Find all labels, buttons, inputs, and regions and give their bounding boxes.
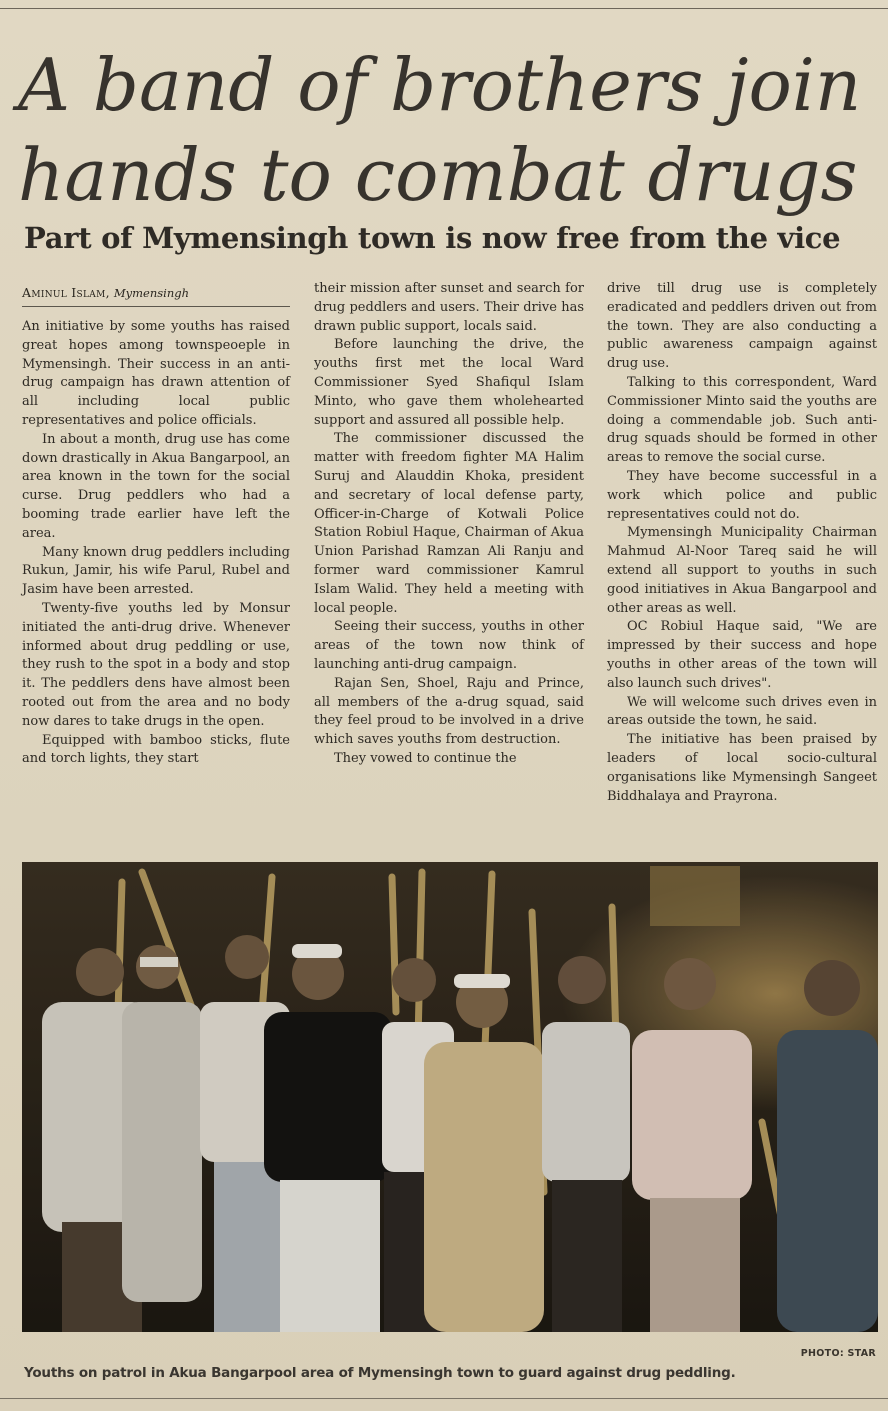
article-paragraph: Seeing their success, youths in other areas of the town now think of launching anti-drug campaign. bbox=[314, 619, 584, 672]
photo-illustration bbox=[22, 862, 878, 1332]
article-paragraph: We will welcome such drives even in areas outside the town, he said. bbox=[607, 694, 877, 729]
article-column-2 bbox=[314, 280, 584, 769]
byline bbox=[22, 285, 290, 307]
article-paragraph: Talking to this correspondent, Ward Commissioner Minto said the youths are doing a commendable job. Such anti-drug squads should be formed in other areas to remove the social curse. bbox=[607, 374, 877, 466]
article-paragraph: Twenty-five youths led by Monsur initiated the anti-drug drive. Whenever informed about drug peddling or use, they rush to the spot in a body and stop it. The peddlers dens have almost been rooted out from the area and no body now dares to take drugs in the open. bbox=[22, 600, 290, 729]
news-photo bbox=[22, 862, 878, 1332]
article-paragraph: drive till drug use is completely eradicated and peddlers driven out from the town. They are also conducting a public awareness campaign against drug use. bbox=[607, 281, 877, 372]
article-paragraph: In about a month, drug use has come down drastically in Akua Bangarpool, an area known in the town for the social curse. Drug peddlers who had a booming trade earlier have left the area. bbox=[22, 431, 290, 541]
headline bbox=[18, 40, 878, 220]
bottom-rule bbox=[0, 1398, 888, 1399]
byline-location: Mymensingh bbox=[113, 286, 190, 300]
photo-credit: PHOTO: STAR bbox=[800, 1348, 876, 1359]
article-column-3 bbox=[607, 280, 877, 806]
article-column-1 bbox=[22, 318, 290, 769]
article-paragraph: Rajan Sen, Shoel, Raju and Prince, all members of the a-drug squad, said they feel proud to be involved in a drive which saves youths from destruction. bbox=[314, 675, 584, 748]
article-paragraph: OC Robiul Haque said, "We are impressed by their success and hope youths in other areas of the town will also launch such drives". bbox=[607, 619, 877, 691]
article-paragraph: They vowed to continue the bbox=[334, 750, 517, 766]
article-paragraph: An initiative by some youths has raised great hopes among townspeoeple in Mymensingh. Their success in an anti-drug campaign has drawn attention of all including local public representatives and police officials. bbox=[22, 319, 290, 428]
subheadline: Part of Mymensingh town is now free from the vice bbox=[24, 221, 841, 255]
top-rule bbox=[0, 8, 888, 9]
article-paragraph: Many known drug peddlers including Rukun, Jamir, his wife Parul, Rubel and Jasim have been arrested. bbox=[22, 544, 290, 598]
article-paragraph: They have become successful in a work which police and public representatives could not do. bbox=[607, 468, 877, 522]
article-paragraph: Equipped with bamboo sticks, flute and torch lights, they start bbox=[22, 732, 290, 767]
article-paragraph: The commissioner discussed the matter with freedom fighter MA Halim Suruj and Alauddin Khoka, president and secretary of local defense party, Officer-in-Charge of Kotwali Police Station Robiul Haque, Chairman of Akua Union Parishad Ramzan Ali Ranju and former ward commissioner Kamrul Islam Walid. They held a meeting with local people. bbox=[314, 431, 584, 616]
article-paragraph: their mission after sunset and search for drug peddlers and users. Their drive has drawn public support, locals said. bbox=[314, 281, 584, 334]
photo-caption: Youths on patrol in Akua Bangarpool area of Mymensingh town to guard against drug peddling. bbox=[24, 1365, 736, 1381]
article-paragraph: The initiative has been praised by leaders of local socio-cultural organisations like Mymensingh Sangeet Biddhalaya and Prayrona. bbox=[607, 732, 877, 804]
byline-author: Aminul Islam, bbox=[22, 285, 110, 300]
headline-line-1: A band of brothers join bbox=[18, 43, 862, 127]
headline-line-2: hands to combat drugs bbox=[18, 133, 858, 217]
article-paragraph: Before launching the drive, the youths first met the local Ward Commissioner Syed Shafiqul Islam Minto, who gave them wholehearted support and assured all possible help. bbox=[314, 337, 584, 428]
article-paragraph: Mymensingh Municipality Chairman Mahmud Al-Noor Tareq said he will extend all support to youths in such good initiatives in Akua Bangarpool and other areas as well. bbox=[607, 525, 877, 616]
